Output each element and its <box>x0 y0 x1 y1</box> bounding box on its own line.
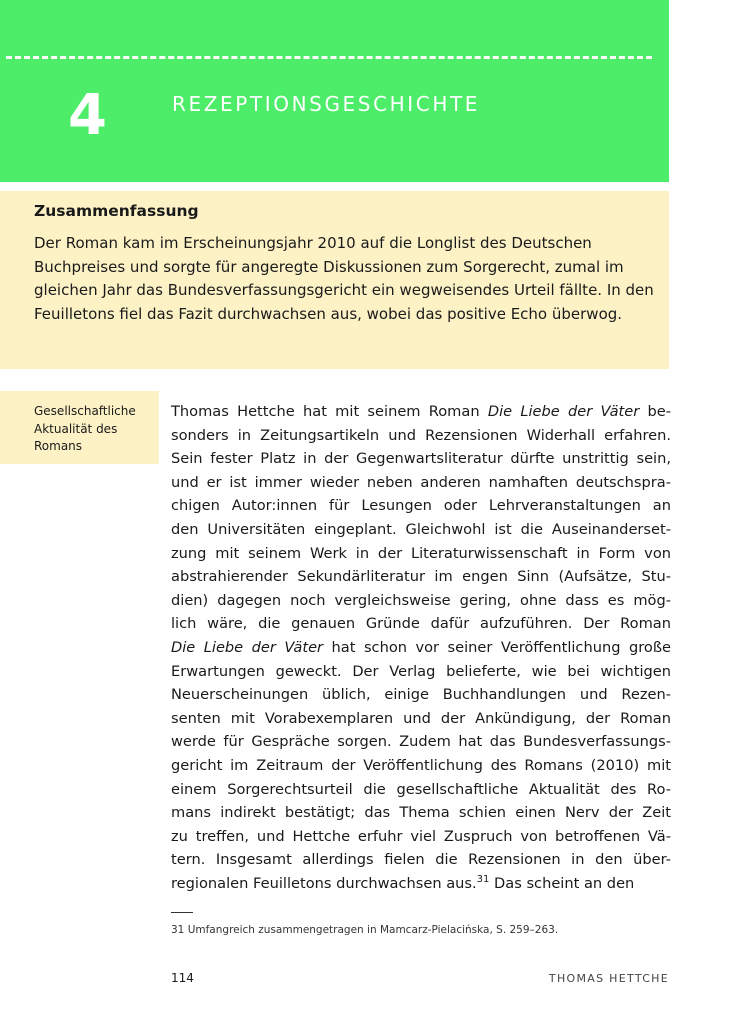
text-segment: Sein fester Platz in der Gegenwartsliteratur dürfte unstrittig sein, <box>171 450 671 468</box>
text-segment: sonders in Zeitungsartikeln und Rezensionen Widerhall erfahren. <box>171 426 671 444</box>
chapter-header-band <box>0 0 669 182</box>
chapter-title: REZEPTIONSGESCHICHTE <box>172 92 481 116</box>
text-segment: regionalen Feuilletons durchwachsen aus. <box>171 874 477 892</box>
body-line <box>171 660 671 684</box>
body-line <box>171 754 671 778</box>
page-number: 114 <box>171 971 194 985</box>
text-segment: hat schon vor seiner Veröffentlichung große <box>323 638 671 656</box>
text-segment: einem Sorgerechtsurteil die gesellschaftliche Aktualität des Ro- <box>171 780 671 798</box>
text-segment: zu treffen, und Hettche erfuhr viel Zuspruch von betroffenen Vä- <box>171 827 671 845</box>
text-segment: chigen Autor:innen für Lesungen oder Lehrveranstaltungen an <box>171 497 671 515</box>
body-line <box>171 612 671 636</box>
body-line <box>171 589 671 613</box>
text-segment: dien) dagegen noch vergleichsweise gering, ohne dass es mög- <box>171 591 671 609</box>
text-segment: Das scheint an den <box>489 874 635 892</box>
body-line <box>171 400 671 424</box>
body-text <box>171 400 671 895</box>
text-segment: tern. Insgesamt allerdings fielen die Rezensionen in den über- <box>171 851 671 869</box>
summary-text: Der Roman kam im Erscheinungsjahr 2010 auf die Longlist des Deutschen Buchpreises und sorgte für angeregte Diskussionen zum Sorgerecht, zumal im gleichen Jahr das Bundesverfassungsgericht ein wegweisendes Urteil fällte. In den Feuilletons fiel das Fazit durchwachsen aus, wobei das positive Echo überwog. <box>34 234 654 323</box>
footnote-marker: 31 <box>476 874 490 886</box>
body-line <box>171 518 671 542</box>
text-segment: be- <box>639 403 671 420</box>
running-head: THOMAS HETTCHE <box>548 972 669 985</box>
body-line <box>171 447 671 471</box>
body-line <box>171 801 671 825</box>
body-line <box>171 424 671 448</box>
body-line <box>171 683 671 707</box>
body-line <box>171 848 671 872</box>
book-title: Die Liebe der Väter <box>487 403 640 420</box>
body-line <box>171 471 671 495</box>
text-segment: werde für Gespräche sorgen. Zudem hat das Bundesverfassungs- <box>171 733 671 751</box>
text-segment: Thomas Hettche hat mit seinem Roman <box>171 403 488 420</box>
text-segment: zung mit seinem Werk in der Literaturwissenschaft in Form von <box>171 544 671 562</box>
footnote-rule <box>171 912 193 913</box>
body-line <box>171 825 671 849</box>
body-line <box>171 542 671 566</box>
text-segment: und er ist immer wieder neben anderen namhaften deutschspra- <box>171 473 671 491</box>
margin-note-line: Aktualität des <box>34 421 118 436</box>
body-line <box>171 494 671 518</box>
text-segment: gericht im Zeitraum der Veröffentlichung des Romans (2010) mit <box>171 756 671 774</box>
text-segment: lich wäre, die genauen Gründe dafür aufzuführen. Der Roman <box>171 615 671 633</box>
margin-note <box>34 403 159 456</box>
body-line <box>171 730 671 754</box>
body-line <box>171 778 671 802</box>
book-title: Die Liebe der Väter <box>171 638 324 656</box>
text-segment: senten mit Vorabexemplaren und der Ankündigung, der Roman <box>171 709 671 727</box>
summary-heading: Zusammenfassung <box>34 202 199 220</box>
margin-note-line: Romans <box>34 439 83 453</box>
footnote: 31 Umfangreich zusammengetragen in Mamcarz-Pielacińska, S. 259–263. <box>171 924 559 936</box>
text-segment: Erwartungen geweckt. Der Verlag belieferte, wie bei wichtigen <box>171 662 671 680</box>
body-line <box>171 565 671 589</box>
margin-note-line: Gesellschaftliche <box>34 404 136 418</box>
text-segment: den Universitäten eingeplant. Gleichwohl ist die Auseinanderset- <box>171 520 671 538</box>
chapter-number: 4 <box>68 83 107 148</box>
text-segment: mans indirekt bestätigt; das Thema schien einen Nerv der Zeit <box>171 804 671 822</box>
body-line <box>171 636 671 660</box>
text-segment: abstrahierender Sekundärliteratur im engen Sinn (Aufsätze, Stu- <box>171 568 671 586</box>
dashed-divider <box>6 56 652 59</box>
body-line <box>171 707 671 731</box>
text-segment: Neuerscheinungen üblich, einige Buchhandlungen und Rezen- <box>171 686 671 704</box>
body-line <box>171 872 671 896</box>
